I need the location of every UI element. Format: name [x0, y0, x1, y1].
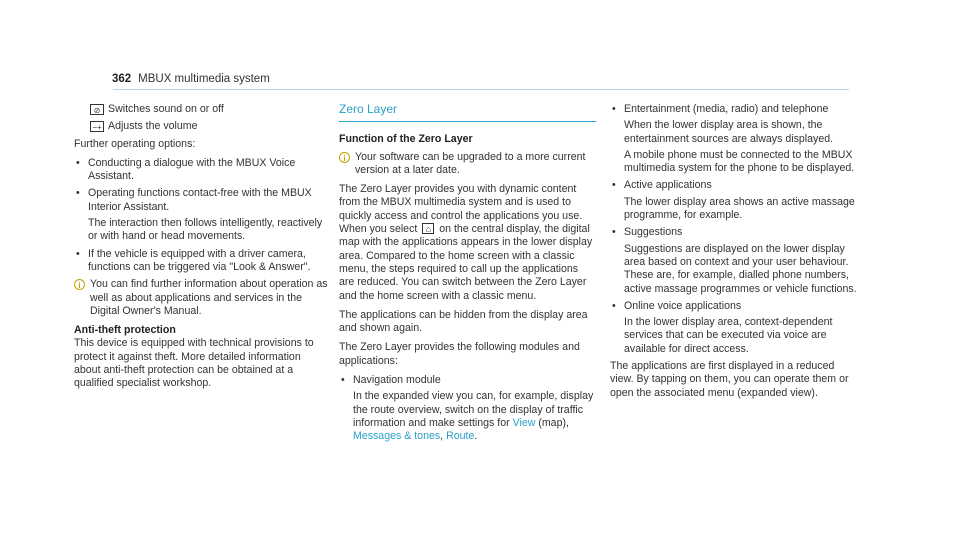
paragraph: The applications are first displayed in a reduced view. By tapping on them, you can operate them or open the associated menu (expanded view).: [610, 360, 849, 399]
document-title: MBUX multimedia system: [138, 73, 270, 85]
list-item-detail: A mobile phone must be connected to the MBUX multimedia system for the phone to be displayed.: [624, 148, 855, 175]
paragraph: The Zero Layer provides you with dynamic content from the MBUX multimedia system and is used to quickly access and control the applications you use. When you select ⌂ on the central display, the digital map with the applications appears in the lower display area. Compared to the home screen with a classic menu, the steps required to call up the applications are reduced. You can switch between the Zero Layer and the home screen with a classic menu.: [339, 183, 593, 302]
link-messages-tones[interactable]: Messages & tones: [353, 430, 441, 443]
list-item: • Operating functions contact-free with the MBUX Interior Assistant. The interaction then follows intelligently, reactively or with hand or head movements.: [74, 187, 330, 243]
function-heading: Function of the Zero Layer: [339, 133, 473, 146]
note-text: Your software can be upgraded to a more current version at a later date.: [355, 150, 586, 176]
info-note: [339, 151, 596, 178]
list-item: • If the vehicle is equipped with a driver camera, functions can be triggered via "Look & Answer".: [74, 248, 330, 275]
anti-theft-text: This device is equipped with technical provisions to protect it against theft. More detailed information about anti-theft protection can be obtained at a qualified specialist workshop.: [74, 337, 314, 390]
key-row-mute: [74, 103, 330, 116]
list-item-detail: When the lower display area is shown, the entertainment sources are always displayed.: [624, 119, 834, 145]
key-row-volume: [74, 120, 330, 133]
bullet-list: [339, 374, 596, 443]
key-description: Switches sound on or off: [108, 103, 224, 115]
section-title: Zero Layer: [339, 103, 596, 122]
list-item-detail: In the lower display area, context-dependent services that can be executed via voice are available for direct access.: [624, 316, 833, 355]
paragraph: The Zero Layer provides the following modules and applications:: [339, 341, 580, 367]
info-note: [74, 278, 330, 318]
home-icon: ⌂: [422, 223, 434, 234]
info-icon: i: [74, 279, 85, 290]
list-item-detail: In the expanded view you can, for example, display the route overview, switch on the display of traffic information and make settings for View (map), Messages & tones, Route.: [353, 390, 594, 443]
column-right: [610, 103, 860, 406]
list-item: • Online voice applications In the lower display area, context-dependent services that can be executed via voice are available for direct access.: [610, 300, 860, 356]
mute-icon: ⊘: [90, 104, 104, 115]
link-route[interactable]: Route: [446, 430, 475, 443]
paragraph: Further operating options:: [74, 137, 196, 150]
bullet-list: [74, 157, 330, 274]
list-item: • Entertainment (media, radio) and telephone When the lower display area is shown, the entertainment sources are always displayed. A mobile phone must be connected to the MBUX multimedia system for the phone to be displayed.: [610, 103, 860, 175]
list-item-detail: The interaction then follows intelligently, reactively or with hand or head movements.: [88, 217, 323, 243]
list-item: • Active applications The lower display area shows an active massage programme, for example.: [610, 179, 860, 222]
header-divider: [113, 89, 849, 90]
link-view[interactable]: View: [512, 416, 536, 429]
column-middle: [339, 103, 596, 448]
page-number: 362: [112, 73, 132, 85]
bullet-list: [610, 103, 860, 356]
note-text: You can find further information about operation as well as about applications and services in the Digital Owner's Manual.: [90, 278, 328, 317]
paragraph: The applications can be hidden from the display area and shown again.: [339, 308, 588, 335]
list-item: • Suggestions Suggestions are displayed on the lower display area based on context and your user behaviour. These are, for example, dialled phone numbers, active massage programmes or vehicle functions.: [610, 226, 860, 295]
info-icon: i: [339, 152, 350, 163]
anti-theft-heading: Anti-theft protection: [74, 324, 176, 337]
list-item-detail: The lower display area shows an active massage programme, for example.: [624, 195, 855, 222]
column-left: [74, 103, 330, 397]
list-item-detail: Suggestions are displayed on the lower display area based on context and your user behaviour. These are, for example, dialled phone numbers, active massage programmes or vehicle functions.: [624, 242, 857, 295]
volume-icon: −+: [90, 121, 104, 132]
key-description: Adjusts the volume: [108, 120, 198, 133]
list-item: • Navigation module In the expanded view you can, for example, display the route overview, switch on the display of traffic information and make settings for View (map), Messages & tones, Route.: [339, 374, 596, 443]
page-header: [112, 73, 270, 86]
list-item: • Conducting a dialogue with the MBUX Voice Assistant.: [74, 157, 330, 184]
